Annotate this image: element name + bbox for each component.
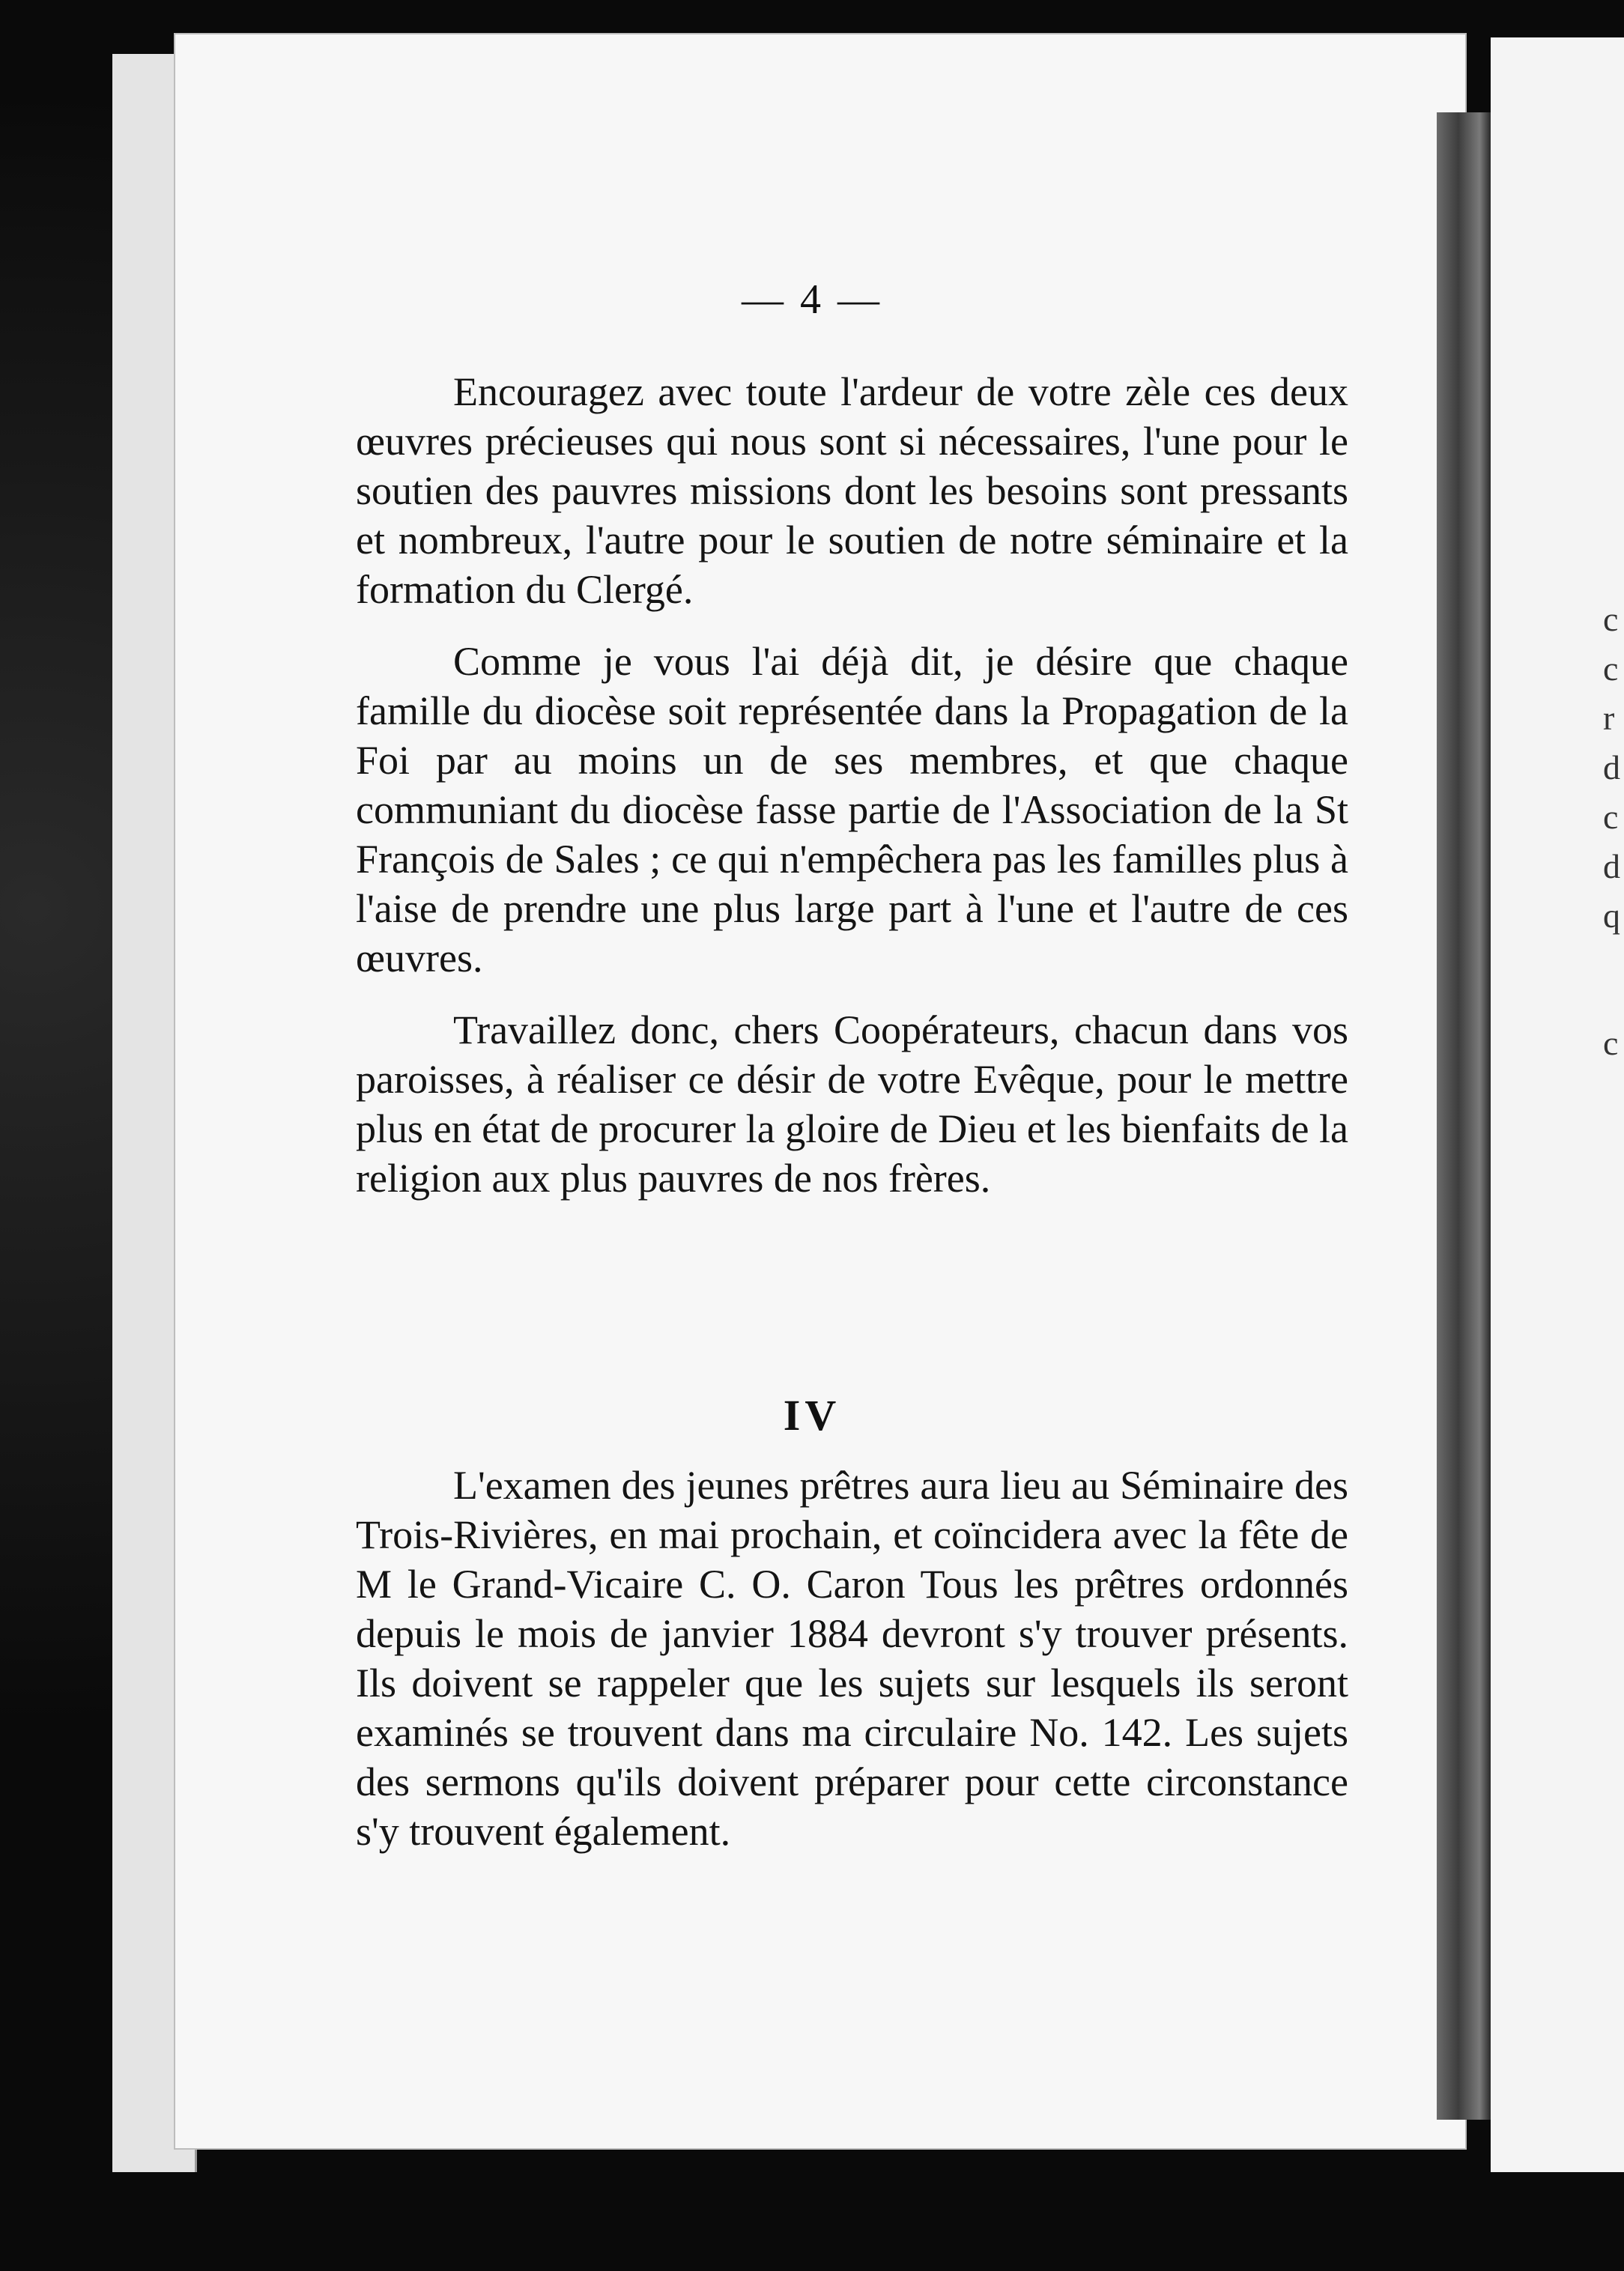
next-page-letter: d	[1603, 748, 1620, 786]
next-page-letter: r	[1603, 699, 1615, 737]
paragraph-1: Encouragez avec toute l'ardeur de votre zèle ces deux œuvres précieuses qui nous sont si nécessaires, l'une pour le soutien des pauvres missions dont les besoins sont pressants et nombreux, l'autre pour le soutien de notre séminaire et la formation du Clergé.	[356, 369, 1348, 612]
next-page-letter: c	[1603, 798, 1619, 836]
section-text	[356, 1461, 1348, 1879]
page-number: — 4 —	[742, 276, 882, 323]
next-page-edge	[1491, 37, 1624, 2202]
page-gutter-shadow	[1437, 112, 1491, 2120]
next-page-letter: c	[1603, 1024, 1619, 1062]
body-text	[356, 367, 1348, 1225]
next-page-letter: q	[1603, 897, 1620, 935]
section-heading: IV	[783, 1391, 841, 1440]
section-paragraph-1: L'examen des jeunes prêtres aura lieu au Séminaire des Trois-Rivières, en mai prochain, et coïncidera avec la fête de M le Grand-Vicaire C. O. Caron Tous les prêtres ordonnés depuis le mois de janvier 1884 devront s'y trouver présents. Ils doivent se rappeler que les sujets sur lesquels ils seront examinés se trouvent dans ma circulaire No. 142. Les sujets des sermons qu'ils doivent préparer pour cette circonstance s'y trouvent également.	[356, 1463, 1348, 1854]
next-page-letter: c	[1603, 649, 1619, 688]
paragraph-2: Comme je vous l'ai déjà dit, je désire que chaque famille du diocèse soit représentée dans la Propagation de la Foi par au moins un de ses membres, et que chaque communiant du diocèse fasse partie de l'Association de la St François de Sales ; ce qui n'empêchera pas les familles plus à l'aise de prendre une plus large part à l'une et l'autre de ces œuvres.	[356, 639, 1348, 980]
paragraph-3: Travaillez donc, chers Coopérateurs, chacun dans vos paroisses, à réaliser ce désir de votre Evêque, pour le mettre plus en état de procurer la gloire de Dieu et les bienfaits de la religion aux plus pauvres de nos frères.	[356, 1007, 1348, 1201]
book-edge-left	[0, 0, 112, 2271]
next-page-letter: d	[1603, 847, 1620, 885]
next-page-letter: c	[1603, 600, 1619, 638]
scan-bottom-border	[0, 2172, 1624, 2271]
